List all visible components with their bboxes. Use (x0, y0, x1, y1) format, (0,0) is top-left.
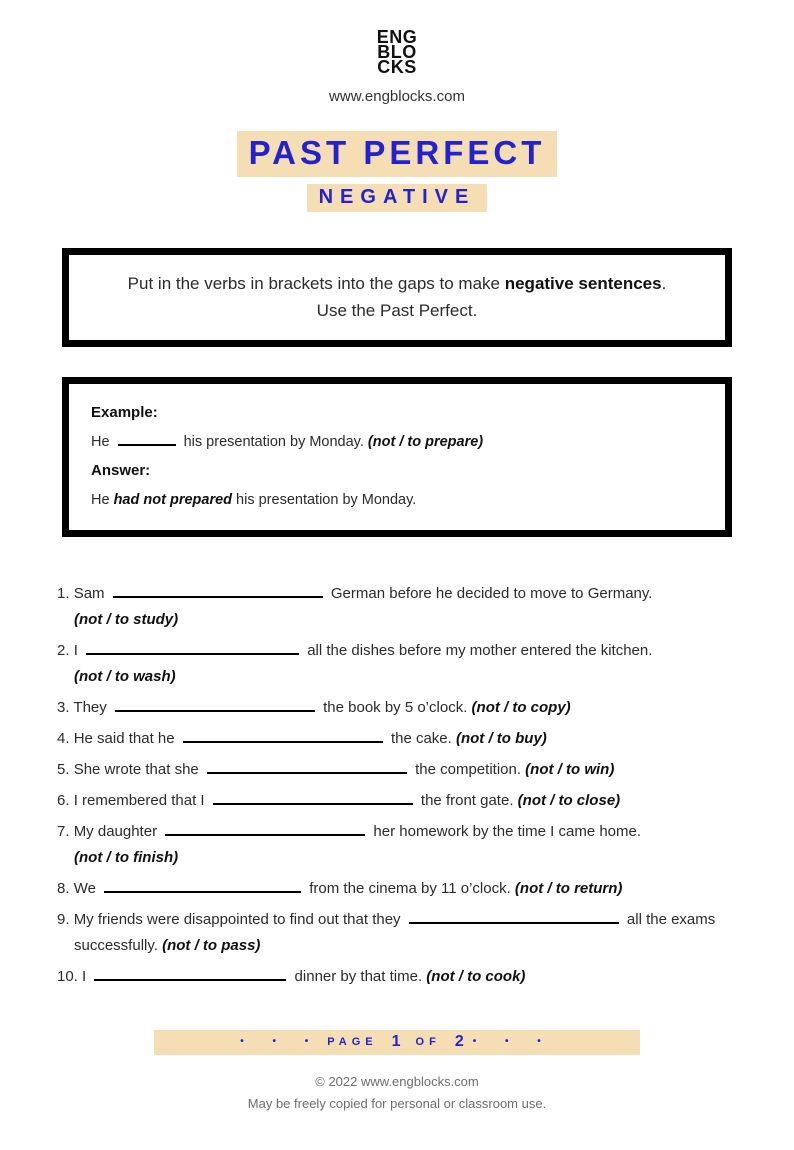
verb-hint: (not / to win) (525, 761, 615, 778)
subtitle-row (0, 184, 794, 212)
fill-in-blank (86, 641, 299, 655)
fill-in-blank (213, 791, 413, 805)
exercise-number: 10. (57, 968, 78, 985)
exercise-item: 2. I all the dishes before my mother entered the kitchen. (not / to wash) (57, 642, 653, 685)
title-row (0, 131, 794, 177)
dots-left: • • • (240, 1036, 322, 1047)
exercise-number: 9. (57, 911, 70, 928)
exercise-item: 10. I dinner by that time. (not / to cook) (57, 968, 526, 985)
answer-sentence: He had not prepared his presentation by Monday. (91, 492, 417, 508)
verb-hint: (not / to copy) (471, 699, 571, 716)
exercise-item: 5. She wrote that she the competition. (not / to win) (57, 761, 615, 778)
exercise-number: 3. (57, 699, 70, 716)
fill-in-blank (115, 698, 315, 712)
copyright-text: © 2022 www.engblocks.com (315, 1074, 479, 1089)
verb-hint: (not / to wash) (74, 668, 176, 685)
page-indicator-bar (154, 1030, 640, 1055)
verb-hint: (not / to study) (74, 611, 179, 628)
exercise-item: 9. My friends were disappointed to find out that they all the exams successfully. (not / to pass) (57, 911, 716, 954)
instruction-box (62, 248, 732, 347)
logo-line-3: CKS (377, 57, 417, 77)
answer-label: Answer: (91, 462, 151, 479)
answer-verb: had not prepared (113, 492, 233, 508)
logo-line-2: BLO (377, 42, 417, 62)
exercise-number: 2. (57, 642, 70, 659)
fill-in-blank (409, 910, 619, 924)
page-title: PAST PERFECT (237, 131, 558, 177)
page-total: 2 (454, 1033, 465, 1050)
license-text: May be freely copied for personal or classroom use. (247, 1096, 547, 1111)
verb-hint: (not / to pass) (162, 937, 261, 954)
page-label: PAGE (327, 1036, 378, 1048)
website-url: www.engblocks.com (329, 88, 465, 105)
verb-hint: (not / to return) (514, 880, 623, 897)
exercise-item: 3. They the book by 5 o’clock. (not / to copy) (57, 699, 571, 716)
exercise-number: 6. (57, 792, 70, 809)
page-current: 1 (391, 1033, 402, 1050)
instruction-line-2: Use the Past Perfect. (316, 301, 478, 320)
worksheet-page (0, 27, 794, 1150)
fill-in-blank (118, 432, 176, 446)
exercise-number: 1. (57, 585, 70, 602)
fill-in-blank (165, 822, 365, 836)
verb-hint: (not / to buy) (455, 730, 547, 747)
engblocks-logo (0, 27, 794, 77)
page-subtitle: NEGATIVE (307, 184, 488, 212)
exercise-number: 4. (57, 730, 70, 747)
exercise-item: 7. My daughter her homework by the time I came home. (not / to finish) (57, 823, 642, 866)
exercise-number: 5. (57, 761, 70, 778)
fill-in-blank (207, 760, 407, 774)
exercise-item: 8. We from the cinema by 11 o’clock. (not / to return) (57, 880, 623, 897)
logo-line-1: ENG (376, 27, 418, 47)
example-box (62, 377, 732, 537)
example-label: Example: (91, 404, 158, 421)
exercise-list (57, 581, 737, 990)
verb-hint: (not / to finish) (74, 849, 179, 866)
exercise-number: 8. (57, 880, 70, 897)
verb-hint: (not / to close) (517, 792, 621, 809)
exercise-item: 1. Sam German before he decided to move to Germany. (not / to study) (57, 585, 653, 628)
example-sentence: He his presentation by Monday. (not / to prepare) (91, 434, 484, 450)
fill-in-blank (104, 879, 301, 893)
dots-right: • • • (472, 1036, 554, 1047)
exercise-item: 6. I remembered that I the front gate. (not / to close) (57, 792, 621, 809)
verb-hint: (not / to prepare) (367, 434, 484, 450)
of-label: OF (415, 1036, 441, 1048)
fill-in-blank (113, 584, 323, 598)
exercise-item: 4. He said that he the cake. (not / to buy) (57, 730, 547, 747)
instruction-line-1: Put in the verbs in brackets into the gaps to make negative sentences. (127, 274, 667, 293)
verb-hint: (not / to cook) (426, 968, 526, 985)
fill-in-blank (183, 729, 383, 743)
exercise-number: 7. (57, 823, 70, 840)
fill-in-blank (94, 967, 286, 981)
